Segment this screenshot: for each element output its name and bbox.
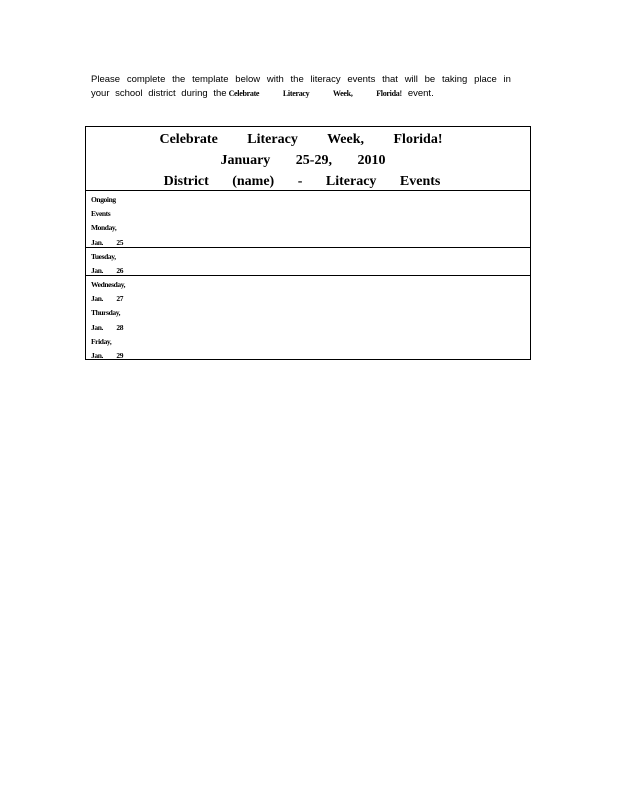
row-label-line: Jan. 29 xyxy=(91,351,124,361)
instructions-line-1 xyxy=(91,73,511,87)
table-row-wednesday-friday xyxy=(86,276,530,359)
instruction-word: complete xyxy=(126,74,166,85)
instructions-paragraph xyxy=(91,73,511,101)
instruction-word: the xyxy=(172,74,186,85)
instruction-word: events xyxy=(347,74,376,85)
row-label xyxy=(91,278,530,363)
table-header xyxy=(86,127,530,191)
row-label-line: Ongoing xyxy=(91,195,116,204)
row-label-line: Tuesday, xyxy=(91,252,116,261)
row-label-line: Monday, xyxy=(91,223,117,233)
row-label xyxy=(91,250,530,278)
instruction-text: your school district during the xyxy=(91,88,227,99)
instruction-word: be xyxy=(424,74,436,85)
table-row-tuesday xyxy=(86,248,530,276)
instruction-word: template xyxy=(192,74,229,85)
row-label-line: Thursday, xyxy=(91,308,121,318)
row-label-line: Events xyxy=(91,209,111,219)
row-label-line: Jan. 25 xyxy=(91,237,124,247)
instruction-word: that xyxy=(382,74,398,85)
instructions-line-2 xyxy=(91,87,511,101)
row-label-line: Wednesday, xyxy=(91,280,126,289)
row-label-line: Jan. 27 xyxy=(91,294,124,304)
row-label-line: Jan. 26 xyxy=(91,266,124,276)
table-dates: January 25-29, 2010 xyxy=(220,153,386,168)
instruction-word: will xyxy=(404,74,418,85)
instruction-word: in xyxy=(503,74,511,85)
table-subtitle: District (name) - Literacy Events xyxy=(163,174,441,189)
row-label-line: Friday, xyxy=(91,336,112,346)
instruction-word: the xyxy=(290,74,304,85)
table-row-ongoing-monday xyxy=(86,191,530,248)
instruction-word: below xyxy=(235,74,261,85)
instruction-word: Please xyxy=(91,74,121,85)
event-name: Celebrate Literacy Week, Florida! xyxy=(228,89,402,98)
instruction-word: place xyxy=(474,74,497,85)
instruction-text: event. xyxy=(407,88,434,99)
table-title: Celebrate Literacy Week, Florida! xyxy=(159,132,443,147)
row-label xyxy=(91,193,530,250)
instruction-word: literacy xyxy=(310,74,341,85)
instruction-word: taking xyxy=(441,74,468,85)
instruction-word: with xyxy=(266,74,284,85)
events-template-table xyxy=(85,126,531,360)
row-label-line: Jan. 28 xyxy=(91,322,124,332)
